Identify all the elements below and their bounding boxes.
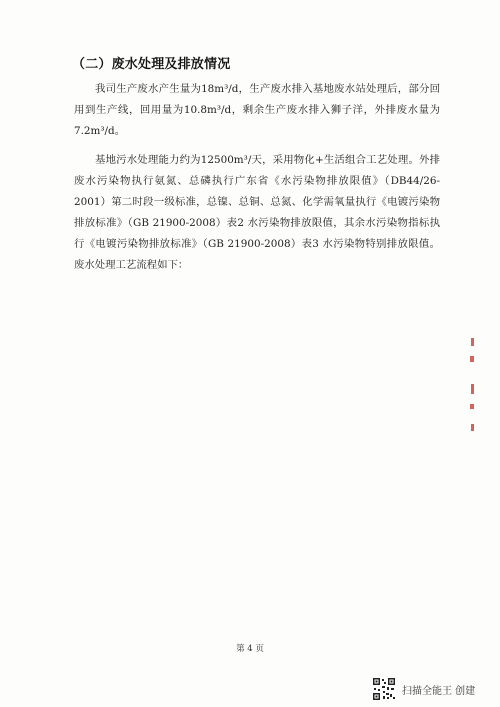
stamp-fragment — [471, 424, 474, 431]
paragraph-wastewater-volume: 我司生产废水产生量为18m³/d，生产废水排入基地废水站处理后，部分回用到生产线，回用量为10.8m³/d，剩余生产废水排入狮子洋，外排废水量为7.2m³/d。 — [74, 83, 440, 137]
qr-code-icon — [372, 677, 396, 701]
stamp-fragment — [470, 356, 474, 362]
stamp-fragment — [470, 404, 474, 409]
stamp-fragment — [471, 384, 474, 394]
page-number: 第 4 页 — [236, 644, 264, 654]
paragraph-treatment-standards: 基地污水处理能力约为12500m³/天，采用物化+生活组合工艺处理。外排废水污染物执行氨氮、总磷执行广东省《水污染物排放限值》（DB44/26-2001）第二时段一级标准，总镍、总铜、总氮、化学需氧量执行《电镀污染物排放标准》（GB 21900-2008）表2 水污染物排放限值，其余水污染物指标执行《电镀污染物排放标准》（GB 21900-2008）表3 水污染物特别排放限值。废水处理工艺流程如下： — [74, 154, 440, 271]
scanner-label: 扫描全能王 创建 — [402, 685, 476, 697]
stamp-fragment — [471, 338, 474, 346]
section-heading: （二）废水处理及排放情况 — [72, 57, 231, 72]
scanner-watermark — [372, 676, 475, 702]
